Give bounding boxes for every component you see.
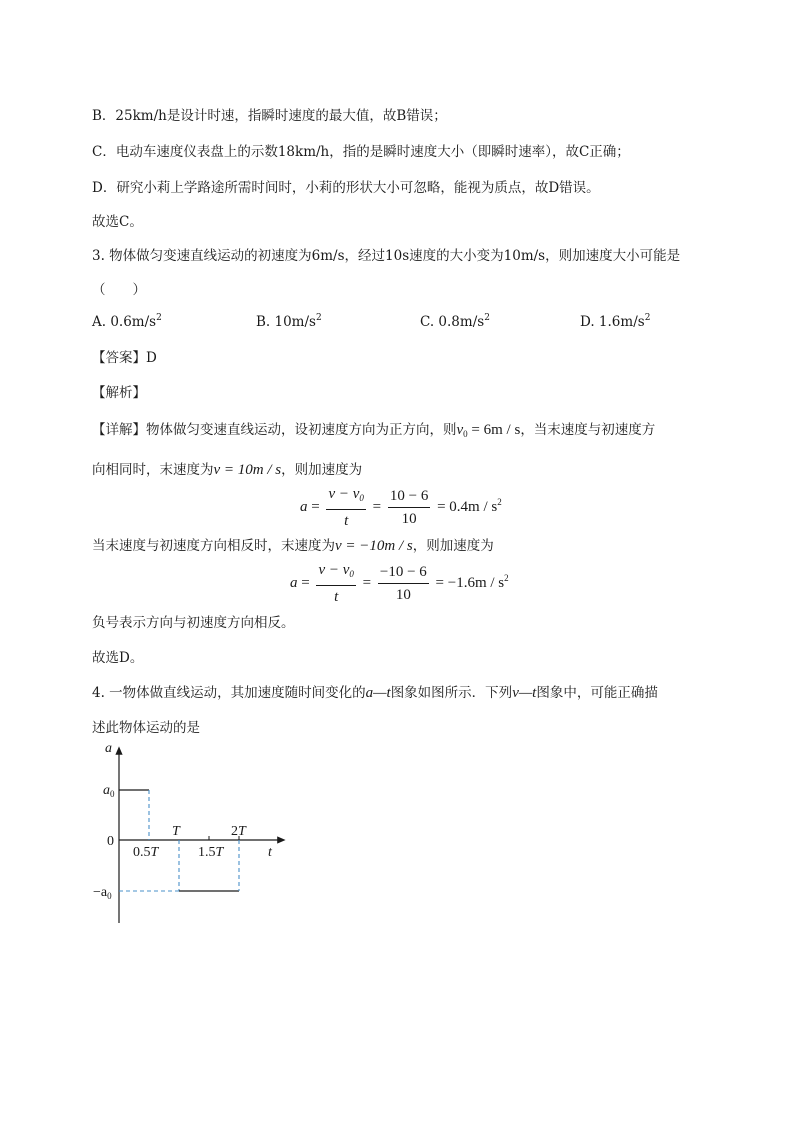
label-neg-a0: $-a_0$ bbox=[93, 885, 112, 901]
q3-detail-line1: 【详解】物体做匀变速直线运动，设初速度方向为正方向，则$v_0 = 6m / s$，当末速度与初速度方 bbox=[92, 422, 656, 439]
q4-stem-line2: 述此物体运动的是 bbox=[92, 720, 200, 736]
equation-negative-case: a = $\frac{v - v_0}{t}$ = $\frac{-10 - 6}{10}$ = $-1.6m / s^2$ bbox=[290, 562, 509, 605]
q2-option-c-analysis: C．电动车速度仪表盘上的示数18km/h，指的是瞬时速度大小（即瞬时速率），故C正确； bbox=[92, 144, 630, 160]
label-1-5T: 1.5T bbox=[198, 845, 224, 860]
label-T: T bbox=[172, 824, 180, 839]
q3-option-c: C. $0.8m/s^2$ bbox=[420, 313, 490, 330]
q3-option-d: D. $1.6m/s^2$ bbox=[580, 313, 651, 330]
q3-detail-line3: 当末速度与初速度方向相反时，末速度为v = −10m / s，则加速度为 bbox=[92, 538, 494, 554]
q2-option-b-analysis: B．25km/h是设计时速，指瞬时速度的最大值，故B错误； bbox=[92, 108, 447, 124]
q3-stem-bracket: （ ） bbox=[92, 282, 146, 298]
q3-sign-note: 负号表示方向与初速度方向相反。 bbox=[92, 615, 295, 631]
acceleration-time-graph bbox=[92, 738, 292, 928]
y-axis-label: a bbox=[105, 741, 112, 756]
x-axis-label: t bbox=[268, 845, 272, 860]
q3-stem: 3. 物体做匀变速直线运动的初速度为6m/s，经过10s速度的大小变为10m/s，则加速度大小可能是 bbox=[92, 248, 681, 264]
equation-positive-case: a = $\frac{v - v_0}{t}$ = $\frac{10 - 6}{10}$ = $0.4m / s^2$ bbox=[300, 486, 502, 529]
label-a0: $a_0$ bbox=[103, 783, 115, 799]
label-2T: 2T bbox=[231, 824, 246, 839]
q3-detail-line2: 向相同时，末速度为v = 10m / s，则加速度为 bbox=[92, 462, 363, 478]
q3-option-b: B. $10m/s^2$ bbox=[256, 313, 322, 330]
q2-conclusion: 故选C。 bbox=[92, 214, 143, 230]
q3-answer: 【答案】D bbox=[92, 350, 157, 366]
q3-analysis-heading: 【解析】 bbox=[92, 385, 146, 401]
label-0-5T: 0.5T bbox=[133, 845, 159, 860]
q4-stem: 4. 一物体做直线运动，其加速度随时间变化的a—t图象如图所示．下列v—t图象中，可能正确描 bbox=[92, 685, 658, 701]
q2-option-d-analysis: D．研究小莉上学路途所需时间时，小莉的形状大小可忽略，能视为质点，故D错误。 bbox=[92, 180, 600, 196]
q3-conclusion: 故选D。 bbox=[92, 650, 144, 666]
label-zero: 0 bbox=[107, 834, 114, 849]
q3-option-a: A. $0.6m/s^2$ bbox=[92, 313, 162, 330]
